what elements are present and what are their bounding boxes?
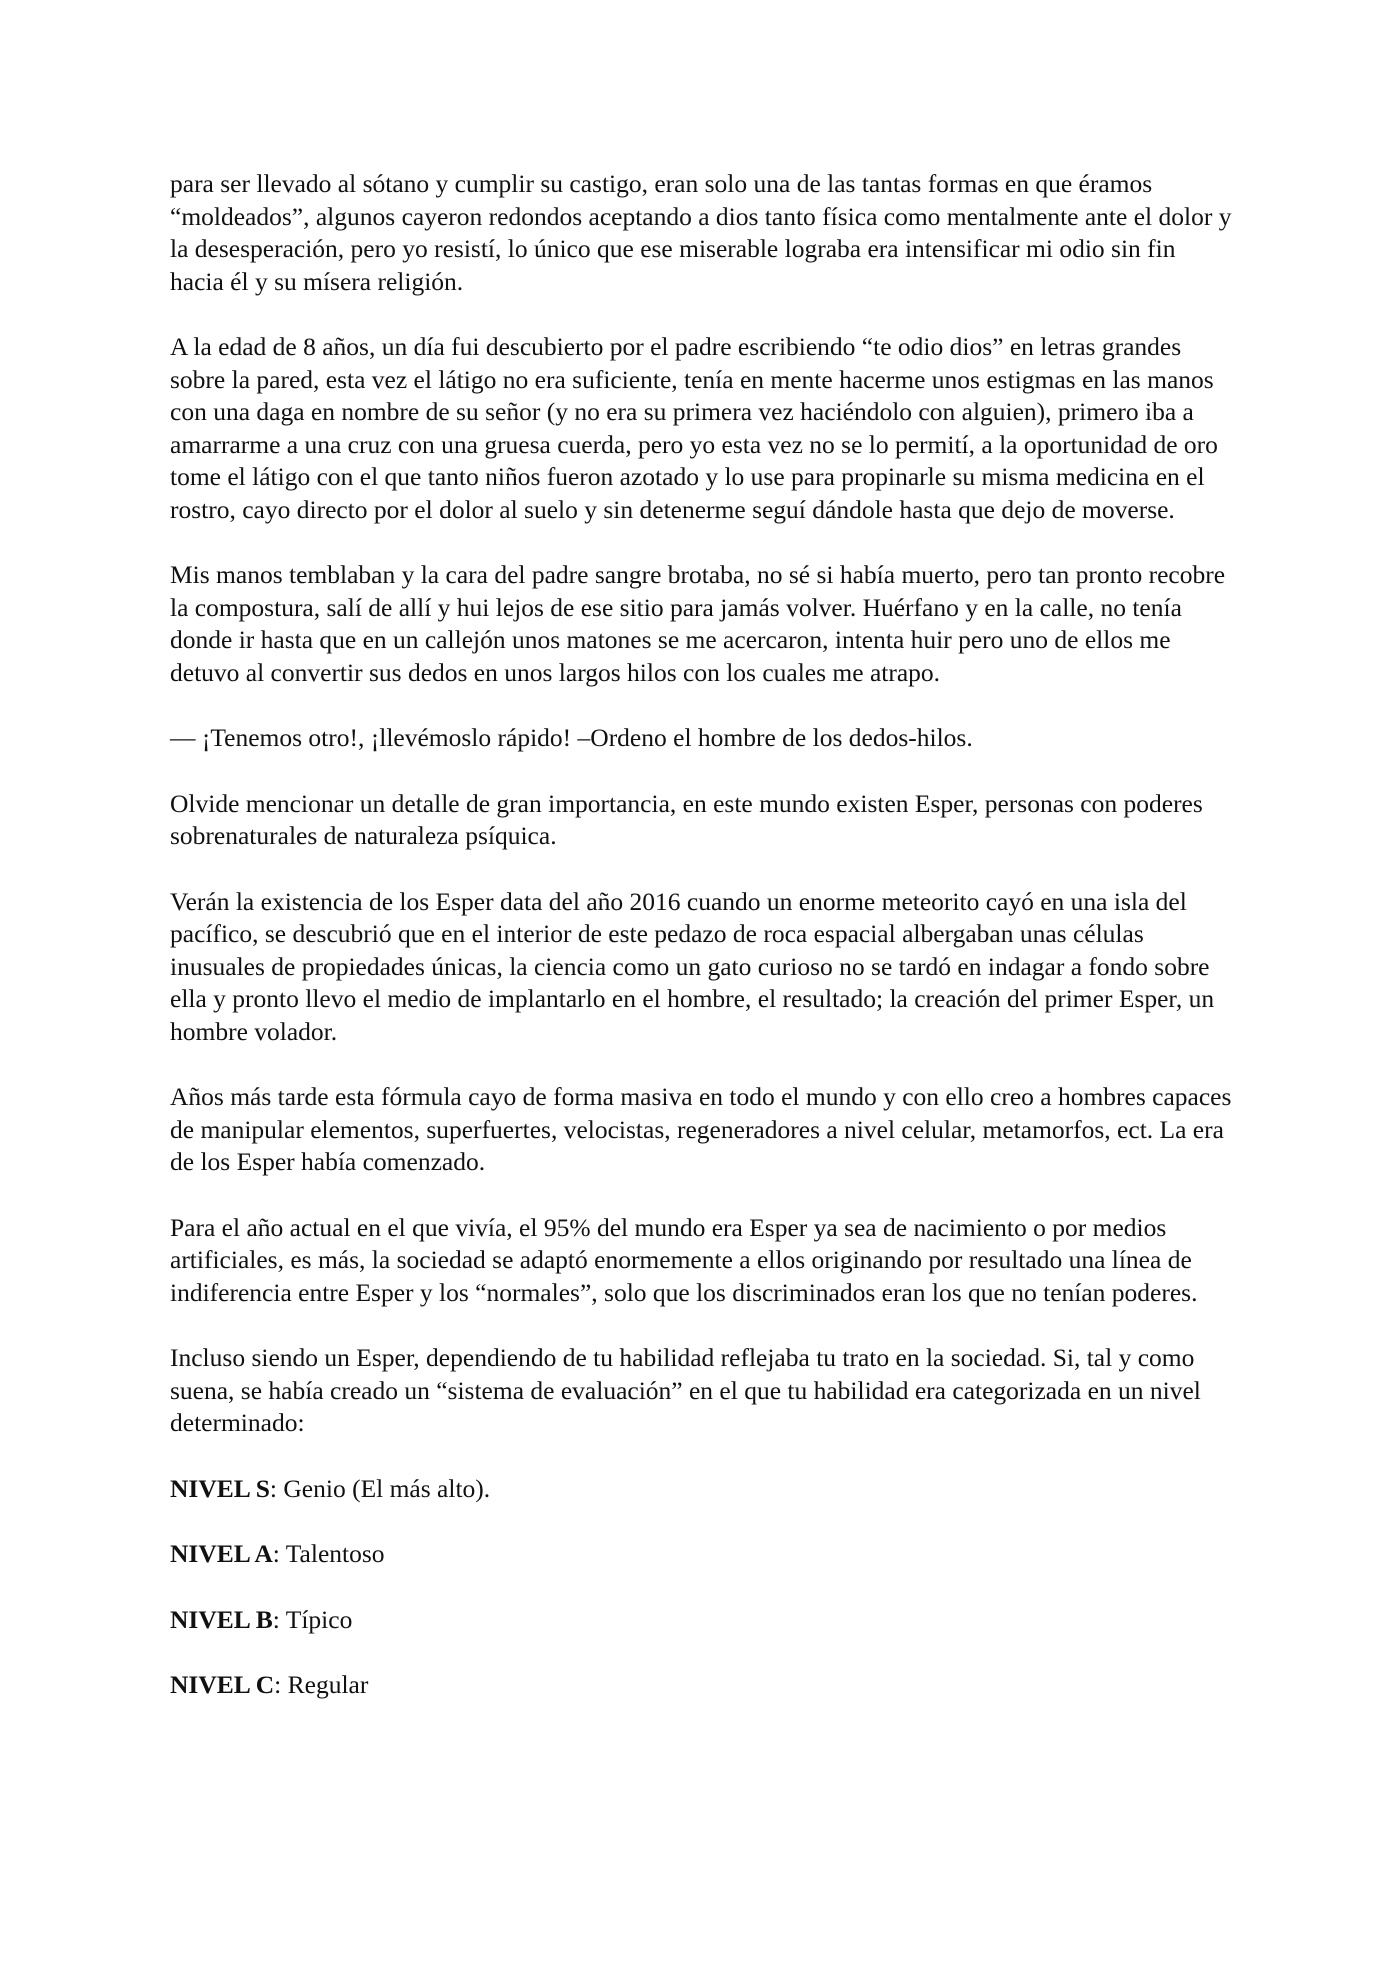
level-a-key: NIVEL A <box>170 1539 273 1568</box>
paragraph-8: Para el año actual en el que vivía, el 95% del mundo era Esper ya sea de nacimiento o por medios artificiales, es más, la sociedad se adaptó enormemente a ellos originando por resultado una línea de indiferencia entre Esper y los “normales”, solo que los discriminados eran los que no tenían poderes. <box>170 1212 1198 1307</box>
paragraph-2: A la edad de 8 años, un día fui descubierto por el padre escribiendo “te odio dios” en letras grandes sobre la pared, esta vez el látigo no era suficiente, tenía en mente hacerme unos estigmas en las manos con una daga en nombre de su señor (y no era su primera vez haciéndolo con alguien), primero iba a amarrarme a una cruz con una gruesa cuerda, pero yo esta vez no se lo permití, a la oportunidad de oro tome el látigo con el que tanto niños fueron azotado y lo use para propinarle su misma medicina en el rostro, cayo directo por el dolor al suelo y sin detenerme seguí dándole hasta que dejo de moverse. <box>170 332 1218 524</box>
level-c-value: : Regular <box>274 1670 369 1699</box>
paragraph-9: Incluso siendo un Esper, dependiendo de tu habilidad reflejaba tu trato en la sociedad. Si, tal y como suena, se había creado un “sistema de evaluación” en el que tu habilidad era categorizada en un nivel determinado: <box>170 1343 1201 1437</box>
paragraph-6: Verán la existencia de los Esper data del año 2016 cuando un enorme meteorito cayó en una isla del pacífico, se descubrió que en el interior de este pedazo de roca espacial albergaban unas células inusuales de propiedades únicas, la ciencia como un gato curioso no se tardó en indagar a fondo sobre ella y pronto llevo el medio de implantarlo en el hombre, el resultado; la creación del primer Esper, un hombre volador. <box>170 886 1215 1046</box>
level-a <box>170 1538 1232 1571</box>
level-s-value: : Genio (El más alto). <box>269 1473 491 1503</box>
paragraph-7: Años más tarde esta fórmula cayo de forma masiva en todo el mundo y con ello creo a hombres capaces de manipular elementos, superfuertes, velocistas, regeneradores a nivel celular, metamorfos, ect. La era de los Esper había comenzado. <box>170 1082 1232 1176</box>
dialogue-line: — ¡Tenemos otro!, ¡llevémoslo rápido! –Ordeno el hombre de los dedos-hilos. <box>170 723 973 752</box>
level-c <box>170 1669 1232 1702</box>
level-b <box>170 1604 1232 1637</box>
paragraph-1: para ser llevado al sótano y cumplir su castigo, eran solo una de las tantas formas en que éramos “moldeados”, algunos cayeron redondos aceptando a dios tanto física como mentalmente ante el dolor y la desesperación, pero yo resistí, lo único que ese miserable lograba era intensificar mi odio sin fin hacia él y su mísera religión. <box>170 169 1232 296</box>
level-s <box>170 1473 1232 1506</box>
level-c-key: NIVEL C <box>170 1670 275 1699</box>
level-b-key: NIVEL B <box>170 1604 273 1634</box>
level-a-value: : Talentoso <box>272 1539 385 1568</box>
paragraph-5: Olvide mencionar un detalle de gran importancia, en este mundo existen Esper, personas con poderes sobrenaturales de naturaleza psíquica. <box>170 788 1203 850</box>
document-body <box>170 168 1232 1735</box>
paragraph-3: Mis manos temblaban y la cara del padre sangre brotaba, no sé si había muerto, pero tan pronto recobre la compostura, salí de allí y hui lejos de ese sitio para jamás volver. Huérfano y en la calle, no tenía donde ir hasta que en un callejón unos matones se me acercaron, intenta huir pero uno de ellos me detuvo al convertir sus dedos en unos largos hilos con los cuales me atrapo. <box>170 560 1226 687</box>
level-s-key: NIVEL S <box>170 1473 270 1503</box>
level-b-value: : Típico <box>272 1604 353 1634</box>
